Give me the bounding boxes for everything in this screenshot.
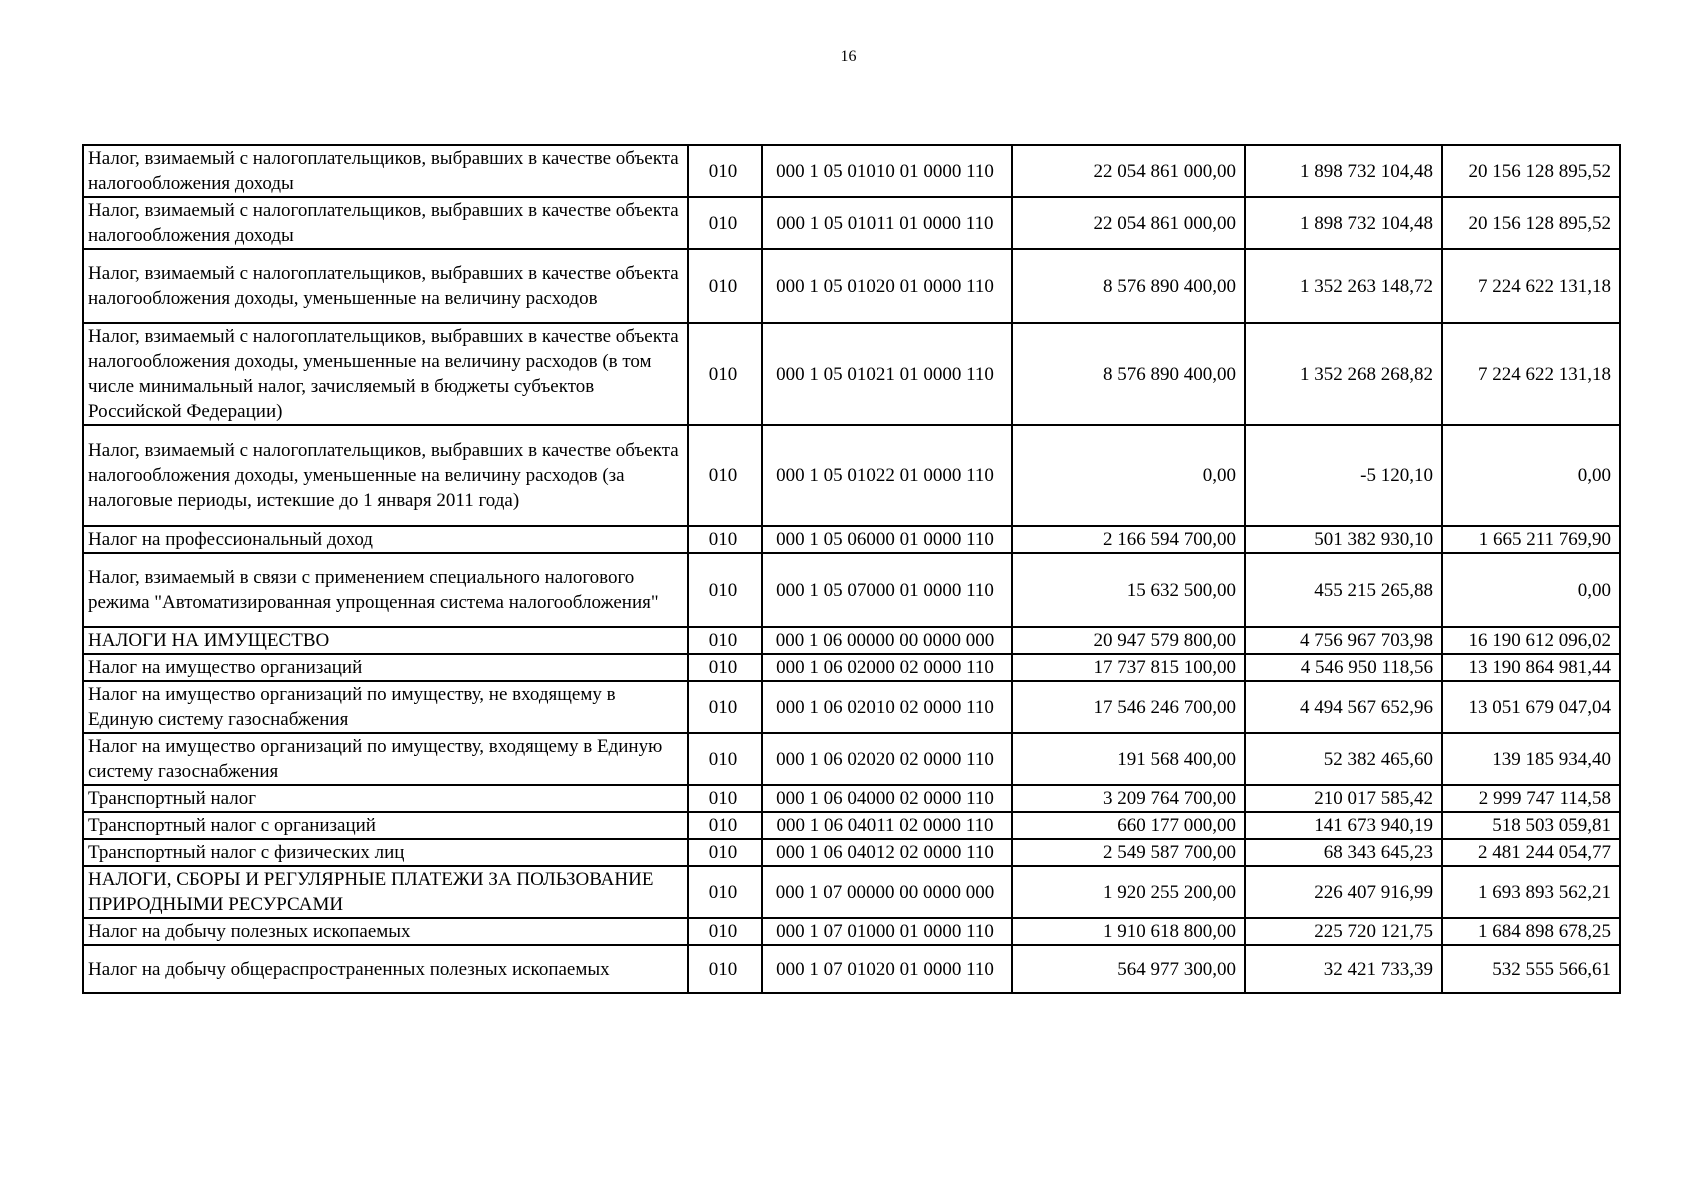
unexecuted-amount-cell: 7 224 622 131,18 bbox=[1442, 249, 1620, 323]
revenue-name-cell: НАЛОГИ, СБОРЫ И РЕГУЛЯРНЫЕ ПЛАТЕЖИ ЗА ПОЛЬЗОВАНИЕ ПРИРОДНЫМИ РЕСУРСАМИ bbox=[83, 866, 688, 918]
approved-amount-cell: 17 737 815 100,00 bbox=[1012, 654, 1245, 681]
revenue-name-cell: Транспортный налог bbox=[83, 785, 688, 812]
revenue-name-cell: Транспортный налог с физических лиц bbox=[83, 839, 688, 866]
unexecuted-amount-cell: 1 684 898 678,25 bbox=[1442, 918, 1620, 945]
revenue-name-cell: Налог, взимаемый с налогоплательщиков, выбравших в качестве объекта налогообложения доходы, уменьшенные на величину расходов (за налоговые периоды, истекшие до 1 января 2011 года) bbox=[83, 425, 688, 526]
approved-amount-cell: 0,00 bbox=[1012, 425, 1245, 526]
classification-code-cell: 000 1 06 00000 00 0000 000 bbox=[762, 627, 1012, 654]
unexecuted-amount-cell: 0,00 bbox=[1442, 425, 1620, 526]
unexecuted-amount-cell: 532 555 566,61 bbox=[1442, 945, 1620, 993]
approved-amount-cell: 1 920 255 200,00 bbox=[1012, 866, 1245, 918]
revenue-name-cell: Налог на имущество организаций по имуществу, входящему в Единую систему газоснабжения bbox=[83, 733, 688, 785]
unexecuted-amount-cell: 13 190 864 981,44 bbox=[1442, 654, 1620, 681]
unexecuted-amount-cell: 2 999 747 114,58 bbox=[1442, 785, 1620, 812]
classification-code-cell: 000 1 07 00000 00 0000 000 bbox=[762, 866, 1012, 918]
unexecuted-amount-cell: 13 051 679 047,04 bbox=[1442, 681, 1620, 733]
executed-amount-cell: 210 017 585,42 bbox=[1245, 785, 1442, 812]
executed-amount-cell: 68 343 645,23 bbox=[1245, 839, 1442, 866]
classification-code-cell: 000 1 05 07000 01 0000 110 bbox=[762, 553, 1012, 627]
classification-code-cell: 000 1 06 02000 02 0000 110 bbox=[762, 654, 1012, 681]
table-row bbox=[83, 812, 1620, 839]
classification-code-cell: 000 1 05 01010 01 0000 110 bbox=[762, 145, 1012, 197]
row-code-cell: 010 bbox=[688, 866, 762, 918]
executed-amount-cell: 1 352 263 148,72 bbox=[1245, 249, 1442, 323]
row-code-cell: 010 bbox=[688, 945, 762, 993]
revenue-name-cell: Транспортный налог с организаций bbox=[83, 812, 688, 839]
revenue-name-cell: Налог на имущество организаций по имуществу, не входящему в Единую систему газоснабжения bbox=[83, 681, 688, 733]
unexecuted-amount-cell: 518 503 059,81 bbox=[1442, 812, 1620, 839]
revenue-name-cell: Налог на добычу полезных ископаемых bbox=[83, 918, 688, 945]
approved-amount-cell: 191 568 400,00 bbox=[1012, 733, 1245, 785]
revenue-name-cell: Налог, взимаемый с налогоплательщиков, выбравших в качестве объекта налогообложения доходы, уменьшенные на величину расходов bbox=[83, 249, 688, 323]
row-code-cell: 010 bbox=[688, 145, 762, 197]
revenue-name-cell: Налог, взимаемый с налогоплательщиков, выбравших в качестве объекта налогообложения доходы bbox=[83, 145, 688, 197]
classification-code-cell: 000 1 06 04012 02 0000 110 bbox=[762, 839, 1012, 866]
unexecuted-amount-cell: 0,00 bbox=[1442, 553, 1620, 627]
approved-amount-cell: 20 947 579 800,00 bbox=[1012, 627, 1245, 654]
approved-amount-cell: 2 166 594 700,00 bbox=[1012, 526, 1245, 553]
row-code-cell: 010 bbox=[688, 785, 762, 812]
executed-amount-cell: 225 720 121,75 bbox=[1245, 918, 1442, 945]
unexecuted-amount-cell: 20 156 128 895,52 bbox=[1442, 197, 1620, 249]
table-row bbox=[83, 654, 1620, 681]
table-row bbox=[83, 866, 1620, 918]
unexecuted-amount-cell: 139 185 934,40 bbox=[1442, 733, 1620, 785]
approved-amount-cell: 1 910 618 800,00 bbox=[1012, 918, 1245, 945]
approved-amount-cell: 22 054 861 000,00 bbox=[1012, 197, 1245, 249]
row-code-cell: 010 bbox=[688, 812, 762, 839]
executed-amount-cell: 226 407 916,99 bbox=[1245, 866, 1442, 918]
approved-amount-cell: 8 576 890 400,00 bbox=[1012, 249, 1245, 323]
executed-amount-cell: 501 382 930,10 bbox=[1245, 526, 1442, 553]
classification-code-cell: 000 1 06 02010 02 0000 110 bbox=[762, 681, 1012, 733]
table-row bbox=[83, 526, 1620, 553]
table-row bbox=[83, 425, 1620, 526]
table-row bbox=[83, 918, 1620, 945]
page-number: 16 bbox=[840, 48, 857, 65]
table-row bbox=[83, 197, 1620, 249]
executed-amount-cell: 1 898 732 104,48 bbox=[1245, 197, 1442, 249]
unexecuted-amount-cell: 20 156 128 895,52 bbox=[1442, 145, 1620, 197]
table-body bbox=[83, 145, 1620, 993]
unexecuted-amount-cell: 2 481 244 054,77 bbox=[1442, 839, 1620, 866]
row-code-cell: 010 bbox=[688, 323, 762, 425]
row-code-cell: 010 bbox=[688, 654, 762, 681]
executed-amount-cell: -5 120,10 bbox=[1245, 425, 1442, 526]
executed-amount-cell: 52 382 465,60 bbox=[1245, 733, 1442, 785]
budget-execution-table bbox=[82, 144, 1621, 994]
row-code-cell: 010 bbox=[688, 197, 762, 249]
classification-code-cell: 000 1 07 01000 01 0000 110 bbox=[762, 918, 1012, 945]
row-code-cell: 010 bbox=[688, 425, 762, 526]
revenue-name-cell: Налог, взимаемый в связи с применением специального налогового режима "Автоматизированная упрощенная система налогообложения" bbox=[83, 553, 688, 627]
table-row bbox=[83, 785, 1620, 812]
row-code-cell: 010 bbox=[688, 249, 762, 323]
unexecuted-amount-cell: 1 693 893 562,21 bbox=[1442, 866, 1620, 918]
executed-amount-cell: 4 494 567 652,96 bbox=[1245, 681, 1442, 733]
approved-amount-cell: 17 546 246 700,00 bbox=[1012, 681, 1245, 733]
approved-amount-cell: 8 576 890 400,00 bbox=[1012, 323, 1245, 425]
approved-amount-cell: 2 549 587 700,00 bbox=[1012, 839, 1245, 866]
table-row bbox=[83, 145, 1620, 197]
approved-amount-cell: 3 209 764 700,00 bbox=[1012, 785, 1245, 812]
revenue-name-cell: Налог на имущество организаций bbox=[83, 654, 688, 681]
row-code-cell: 010 bbox=[688, 627, 762, 654]
executed-amount-cell: 4 756 967 703,98 bbox=[1245, 627, 1442, 654]
classification-code-cell: 000 1 05 01020 01 0000 110 bbox=[762, 249, 1012, 323]
table-row bbox=[83, 627, 1620, 654]
executed-amount-cell: 455 215 265,88 bbox=[1245, 553, 1442, 627]
unexecuted-amount-cell: 1 665 211 769,90 bbox=[1442, 526, 1620, 553]
classification-code-cell: 000 1 05 01011 01 0000 110 bbox=[762, 197, 1012, 249]
approved-amount-cell: 660 177 000,00 bbox=[1012, 812, 1245, 839]
executed-amount-cell: 1 352 268 268,82 bbox=[1245, 323, 1442, 425]
unexecuted-amount-cell: 16 190 612 096,02 bbox=[1442, 627, 1620, 654]
table-row bbox=[83, 681, 1620, 733]
executed-amount-cell: 32 421 733,39 bbox=[1245, 945, 1442, 993]
revenue-name-cell: Налог на профессиональный доход bbox=[83, 526, 688, 553]
revenue-name-cell: Налог, взимаемый с налогоплательщиков, выбравших в качестве объекта налогообложения доходы, уменьшенные на величину расходов (в том числе минимальный налог, зачисляемый в бюджеты субъектов Российской Федерации) bbox=[83, 323, 688, 425]
revenue-name-cell: Налог на добычу общераспространенных полезных ископаемых bbox=[83, 945, 688, 993]
classification-code-cell: 000 1 05 06000 01 0000 110 bbox=[762, 526, 1012, 553]
table-row bbox=[83, 553, 1620, 627]
table-row bbox=[83, 839, 1620, 866]
revenue-name-cell: НАЛОГИ НА ИМУЩЕСТВО bbox=[83, 627, 688, 654]
executed-amount-cell: 1 898 732 104,48 bbox=[1245, 145, 1442, 197]
approved-amount-cell: 564 977 300,00 bbox=[1012, 945, 1245, 993]
revenue-name-cell: Налог, взимаемый с налогоплательщиков, выбравших в качестве объекта налогообложения доходы bbox=[83, 197, 688, 249]
classification-code-cell: 000 1 06 02020 02 0000 110 bbox=[762, 733, 1012, 785]
table-row bbox=[83, 323, 1620, 425]
row-code-cell: 010 bbox=[688, 681, 762, 733]
table-row bbox=[83, 249, 1620, 323]
row-code-cell: 010 bbox=[688, 733, 762, 785]
executed-amount-cell: 141 673 940,19 bbox=[1245, 812, 1442, 839]
executed-amount-cell: 4 546 950 118,56 bbox=[1245, 654, 1442, 681]
row-code-cell: 010 bbox=[688, 526, 762, 553]
approved-amount-cell: 15 632 500,00 bbox=[1012, 553, 1245, 627]
row-code-cell: 010 bbox=[688, 839, 762, 866]
classification-code-cell: 000 1 06 04011 02 0000 110 bbox=[762, 812, 1012, 839]
classification-code-cell: 000 1 05 01022 01 0000 110 bbox=[762, 425, 1012, 526]
unexecuted-amount-cell: 7 224 622 131,18 bbox=[1442, 323, 1620, 425]
table-row bbox=[83, 945, 1620, 993]
row-code-cell: 010 bbox=[688, 918, 762, 945]
classification-code-cell: 000 1 05 01021 01 0000 110 bbox=[762, 323, 1012, 425]
classification-code-cell: 000 1 06 04000 02 0000 110 bbox=[762, 785, 1012, 812]
table-row bbox=[83, 733, 1620, 785]
classification-code-cell: 000 1 07 01020 01 0000 110 bbox=[762, 945, 1012, 993]
row-code-cell: 010 bbox=[688, 553, 762, 627]
approved-amount-cell: 22 054 861 000,00 bbox=[1012, 145, 1245, 197]
